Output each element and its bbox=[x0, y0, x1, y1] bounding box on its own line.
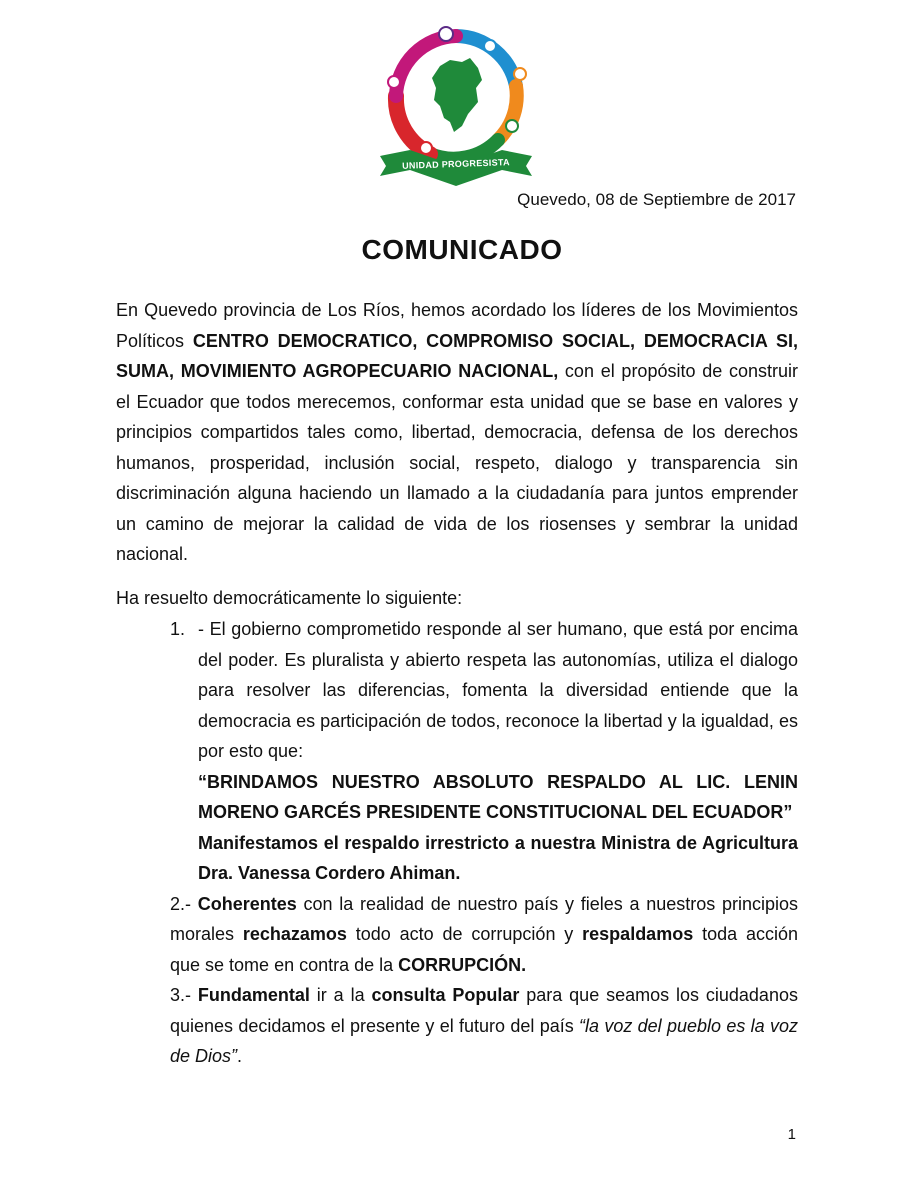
item-3-bold-1: Fundamental bbox=[197, 985, 310, 1005]
intro-text-2: con el propósito de construir el Ecuador que todos merecemos, conformar esta unidad que se base en valores y principios compartidos tales como, libertad, democracia, defensa de los derechos humanos, prosperidad, inclusión social, respeto, dialogo y transparencia sin discriminación alguna haciendo un llamado a la ciudadanía para juntos emprender un camino de mejorar la calidad de vida de los riosenses y sembrar la unidad nacional. bbox=[116, 361, 798, 564]
list-item-2 bbox=[116, 889, 798, 981]
list-item-3 bbox=[116, 980, 798, 1072]
item-3-bold-2: consulta Popular bbox=[371, 985, 520, 1005]
item-3-italic-quote: “la voz del pueblo es la voz de Dios” bbox=[170, 1015, 799, 1066]
item-2-bold-2: rechazamos bbox=[242, 924, 347, 944]
item-2-bold-4: CORRUPCIÓN. bbox=[398, 954, 527, 975]
item-2-text-2: todo acto de corrupción y bbox=[346, 924, 583, 944]
item-3-number: 3.- bbox=[170, 985, 192, 1005]
resolution-intro: Ha resuelto democráticamente lo siguiente: bbox=[116, 588, 463, 608]
logo-banner-text: UNIDAD PROGRESISTA bbox=[401, 157, 511, 171]
item-1-bold-minister: Manifestamos el respaldo irrestricto a nuestra Ministra de Agricultura Dra. Vanessa Cordero Ahiman. bbox=[198, 832, 798, 883]
item-1-number: 1. bbox=[170, 619, 186, 639]
item-1-text: - El gobierno comprometido responde al ser humano, que está por encima del poder. Es pluralista y abierto respeta las autonomías, utiliza el dialogo para resolver las diferencias, fomenta la diversidad entiende que la democracia es participación de todos, reconoce la libertad y la igualdad, es por esto que: bbox=[198, 619, 798, 761]
intro-text-1: En Quevedo provincia de Los Ríos, hemos acordado los líderes de los Movimientos Políticos bbox=[116, 300, 798, 351]
item-1-bold-support: “BRINDAMOS NUESTRO ABSOLUTO RESPALDO AL LIC. LENIN MORENO GARCÉS PRESIDENTE CONSTITUCIONAL DEL ECUADOR” bbox=[198, 771, 798, 822]
item-2-bold-1: Coherentes bbox=[197, 893, 297, 914]
item-3-text-1: ir a la bbox=[309, 985, 372, 1005]
intro-paragraph bbox=[116, 295, 798, 570]
item-3-text-2: para que seamos los ciudadanos quienes decidamos el presente y el futuro del país bbox=[170, 985, 798, 1036]
intro-movements-bold: CENTRO DEMOCRATICO, COMPROMISO SOCIAL, DEMOCRACIA SI, SUMA, MOVIMIENTO AGROPECUARIO NACIONAL, bbox=[116, 330, 798, 381]
page-number: 1 bbox=[787, 1126, 796, 1143]
resolution-list bbox=[116, 614, 798, 1072]
document-title: COMUNICADO bbox=[361, 234, 563, 265]
list-item-1 bbox=[116, 614, 798, 889]
item-2-bold-3: respaldamos bbox=[582, 924, 694, 944]
item-2-text-1: con la realidad de nuestro país y fieles a nuestros principios morales bbox=[170, 893, 798, 944]
document-date: Quevedo, 08 de Septiembre de 2017 bbox=[517, 190, 796, 209]
item-2-number: 2.- bbox=[170, 893, 192, 914]
item-2-text-3: toda acción que se tome en contra de la bbox=[170, 924, 798, 975]
item-3-text-3: . bbox=[237, 1046, 243, 1066]
unidad-progresista-logo bbox=[370, 22, 542, 190]
